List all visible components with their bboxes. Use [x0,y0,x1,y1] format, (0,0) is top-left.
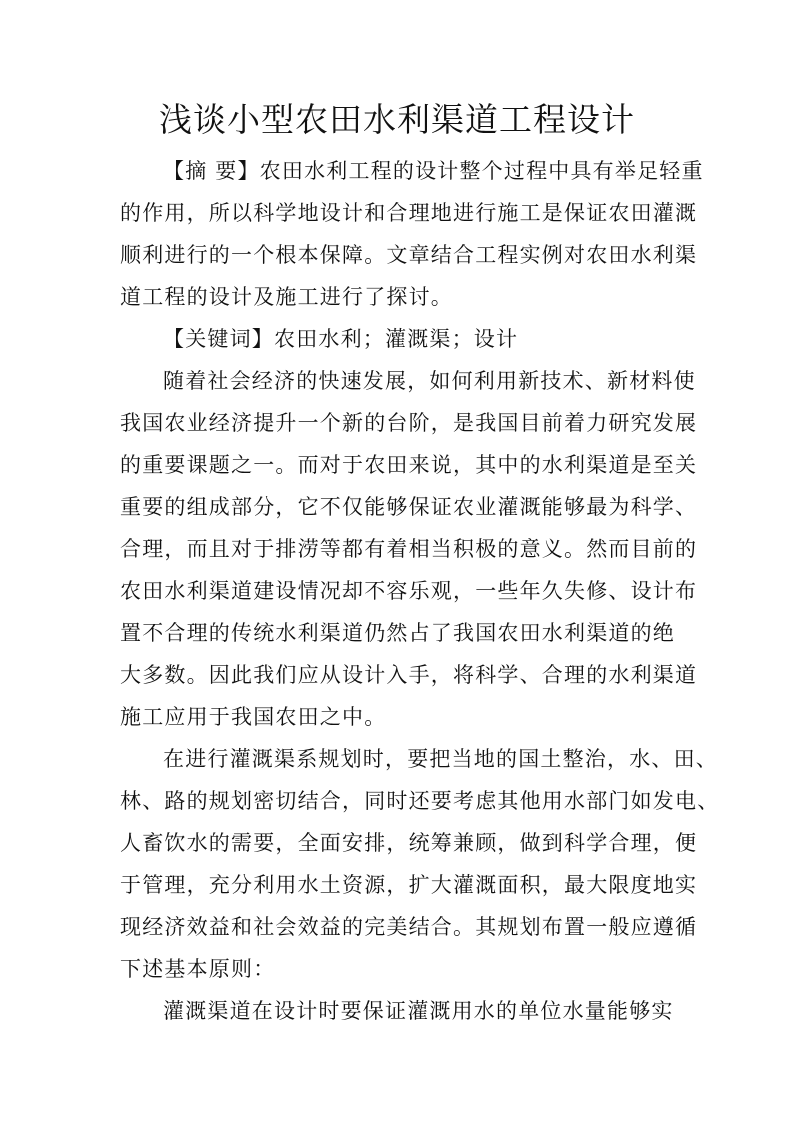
body-paragraph-2-line-1: 在进行灌溉渠系规划时，要把当地的国土整治，水、田、 [163,747,718,771]
body-paragraph-2-line-2: 林、路的规划密切结合，同时还要考虑其他用水部门如发电、 [120,789,720,813]
body-paragraph-3-line-1: 灌溉渠道在设计时要保证灌溉用水的单位水量能够实 [163,999,674,1023]
body-paragraph-1-line-4: 重要的组成部分，它不仅能够保证农业灌溉能够最为科学、 [120,495,698,519]
abstract-line-3: 顺利进行的一个根本保障。文章结合工程实例对农田水利渠 [120,243,698,267]
body-paragraph-1-line-7: 置不合理的传统水利渠道仍然占了我国农田水利渠道的绝 [120,621,675,645]
keywords-line: 【关键词】农田水利；灌溉渠；设计 [163,327,519,351]
body-paragraph-2-line-6: 下述基本原则： [120,957,276,981]
page-title: 浅谈小型农田水利渠道工程设计 [159,100,635,139]
body-paragraph-2-line-3: 人畜饮水的需要，全面安排，统筹兼顾，做到科学合理，便 [120,831,698,855]
body-paragraph-1-line-2: 我国农业经济提升一个新的台阶，是我国目前着力研究发展 [120,411,698,435]
body-paragraph-1-line-6: 农田水利渠道建设情况却不容乐观，一些年久失修、设计布 [120,579,698,603]
abstract-line-4: 道工程的设计及施工进行了探讨。 [120,285,453,309]
body-paragraph-1-line-3: 的重要课题之一。而对于农田来说，其中的水利渠道是至关 [120,453,698,477]
abstract-line-2: 的作用，所以科学地设计和合理地进行施工是保证农田灌溉 [120,201,698,225]
body-paragraph-1-line-9: 施工应用于我国农田之中。 [120,705,387,729]
body-paragraph-2-line-4: 于管理，充分利用水土资源，扩大灌溉面积，最大限度地实 [120,873,698,897]
body-paragraph-2-line-5: 现经济效益和社会效益的完美结合。其规划布置一般应遵循 [120,915,698,939]
abstract-line-1: 【摘 要】农田水利工程的设计整个过程中具有举足轻重 [163,159,704,183]
body-paragraph-1-line-5: 合理，而且对于排涝等都有着相当积极的意义。然而目前的 [120,537,698,561]
body-paragraph-1-line-8: 大多数。因此我们应从设计入手，将科学、合理的水利渠道 [120,663,698,687]
body-paragraph-1-line-1: 随着社会经济的快速发展，如何利用新技术、新材料使 [163,369,696,393]
